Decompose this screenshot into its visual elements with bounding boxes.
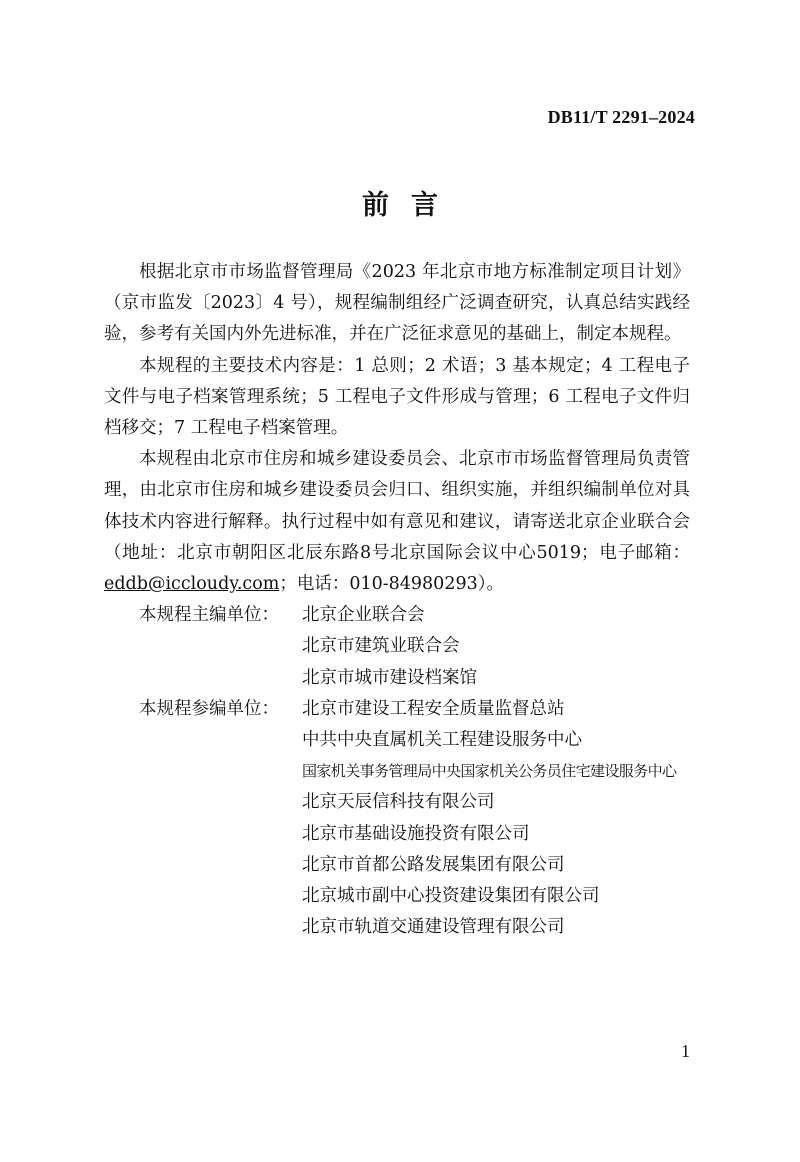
paragraph-basis: 根据北京市市场监督管理局《2023 年北京市地方标准制定项目计划》（京市监发〔2023〕4 号），规程编制组经广泛调查研究，认真总结实践经验，参考有关国内外先进标准，并在广泛征求意见的基础上，制定本规程。 [104, 262, 690, 345]
participating-units-list [302, 694, 676, 944]
page-number: 1 [681, 1041, 690, 1061]
participating-unit-item: 北京天辰信科技有限公司 [302, 792, 495, 813]
management-text: 本规程由北京市住房和城乡建设委员会、北京市市场监督管理局负责管理，由北京市住房和城乡建设委员会归口、组织实施，并组织编制单位对具体技术内容进行解释。执行过程中如有意见和建议，请寄送北京企业联合会（地址：北京市朝阳区北辰东路8号北京国际会议中心5019；电子邮箱： [104, 449, 690, 563]
chief-unit-item: 北京市城市建设档案馆 [302, 667, 477, 688]
chief-unit-item: 北京市建筑业联合会 [302, 636, 460, 657]
paragraph-main-content: 本规程的主要技术内容是：1 总则；2 术语；3 基本规定；4 工程电子文件与电子档案管理系统；5 工程电子文件形成与管理；6 工程电子文件归档移交；7 工程电子档案管理。 [104, 355, 690, 439]
participating-unit-item: 北京市建设工程安全质量监督总站 [302, 698, 565, 719]
chief-units-list [302, 600, 477, 694]
chief-unit-item: 北京企业联合会 [302, 605, 425, 626]
participating-unit-item: 中共中央直属机关工程建设服务中心 [302, 730, 582, 751]
contact-phone-text: ；电话：010-84980293）。 [279, 574, 504, 595]
participating-units-section [104, 694, 690, 944]
email-link[interactable]: eddb@iccloudy.com [104, 574, 280, 595]
participating-unit-item: 北京市基础设施投资有限公司 [302, 823, 530, 844]
paragraph-management [104, 444, 690, 600]
participating-unit-item: 北京市轨道交通建设管理有限公司 [302, 917, 565, 938]
participating-unit-item: 国家机关事务管理局中央国家机关公务员住宅建设服务中心 [302, 762, 677, 781]
participating-unit-item: 北京城市副中心投资建设集团有限公司 [302, 886, 600, 907]
chief-units-section [104, 600, 690, 694]
participating-unit-item: 北京市首都公路发展集团有限公司 [302, 854, 565, 875]
participating-units-label: 本规程参编单位： [139, 698, 279, 719]
page-title: 前言 [362, 190, 460, 221]
standard-code: DB11/T 2291–2024 [547, 107, 695, 127]
chief-units-label: 本规程主编单位： [139, 605, 279, 626]
body-text [104, 257, 690, 943]
